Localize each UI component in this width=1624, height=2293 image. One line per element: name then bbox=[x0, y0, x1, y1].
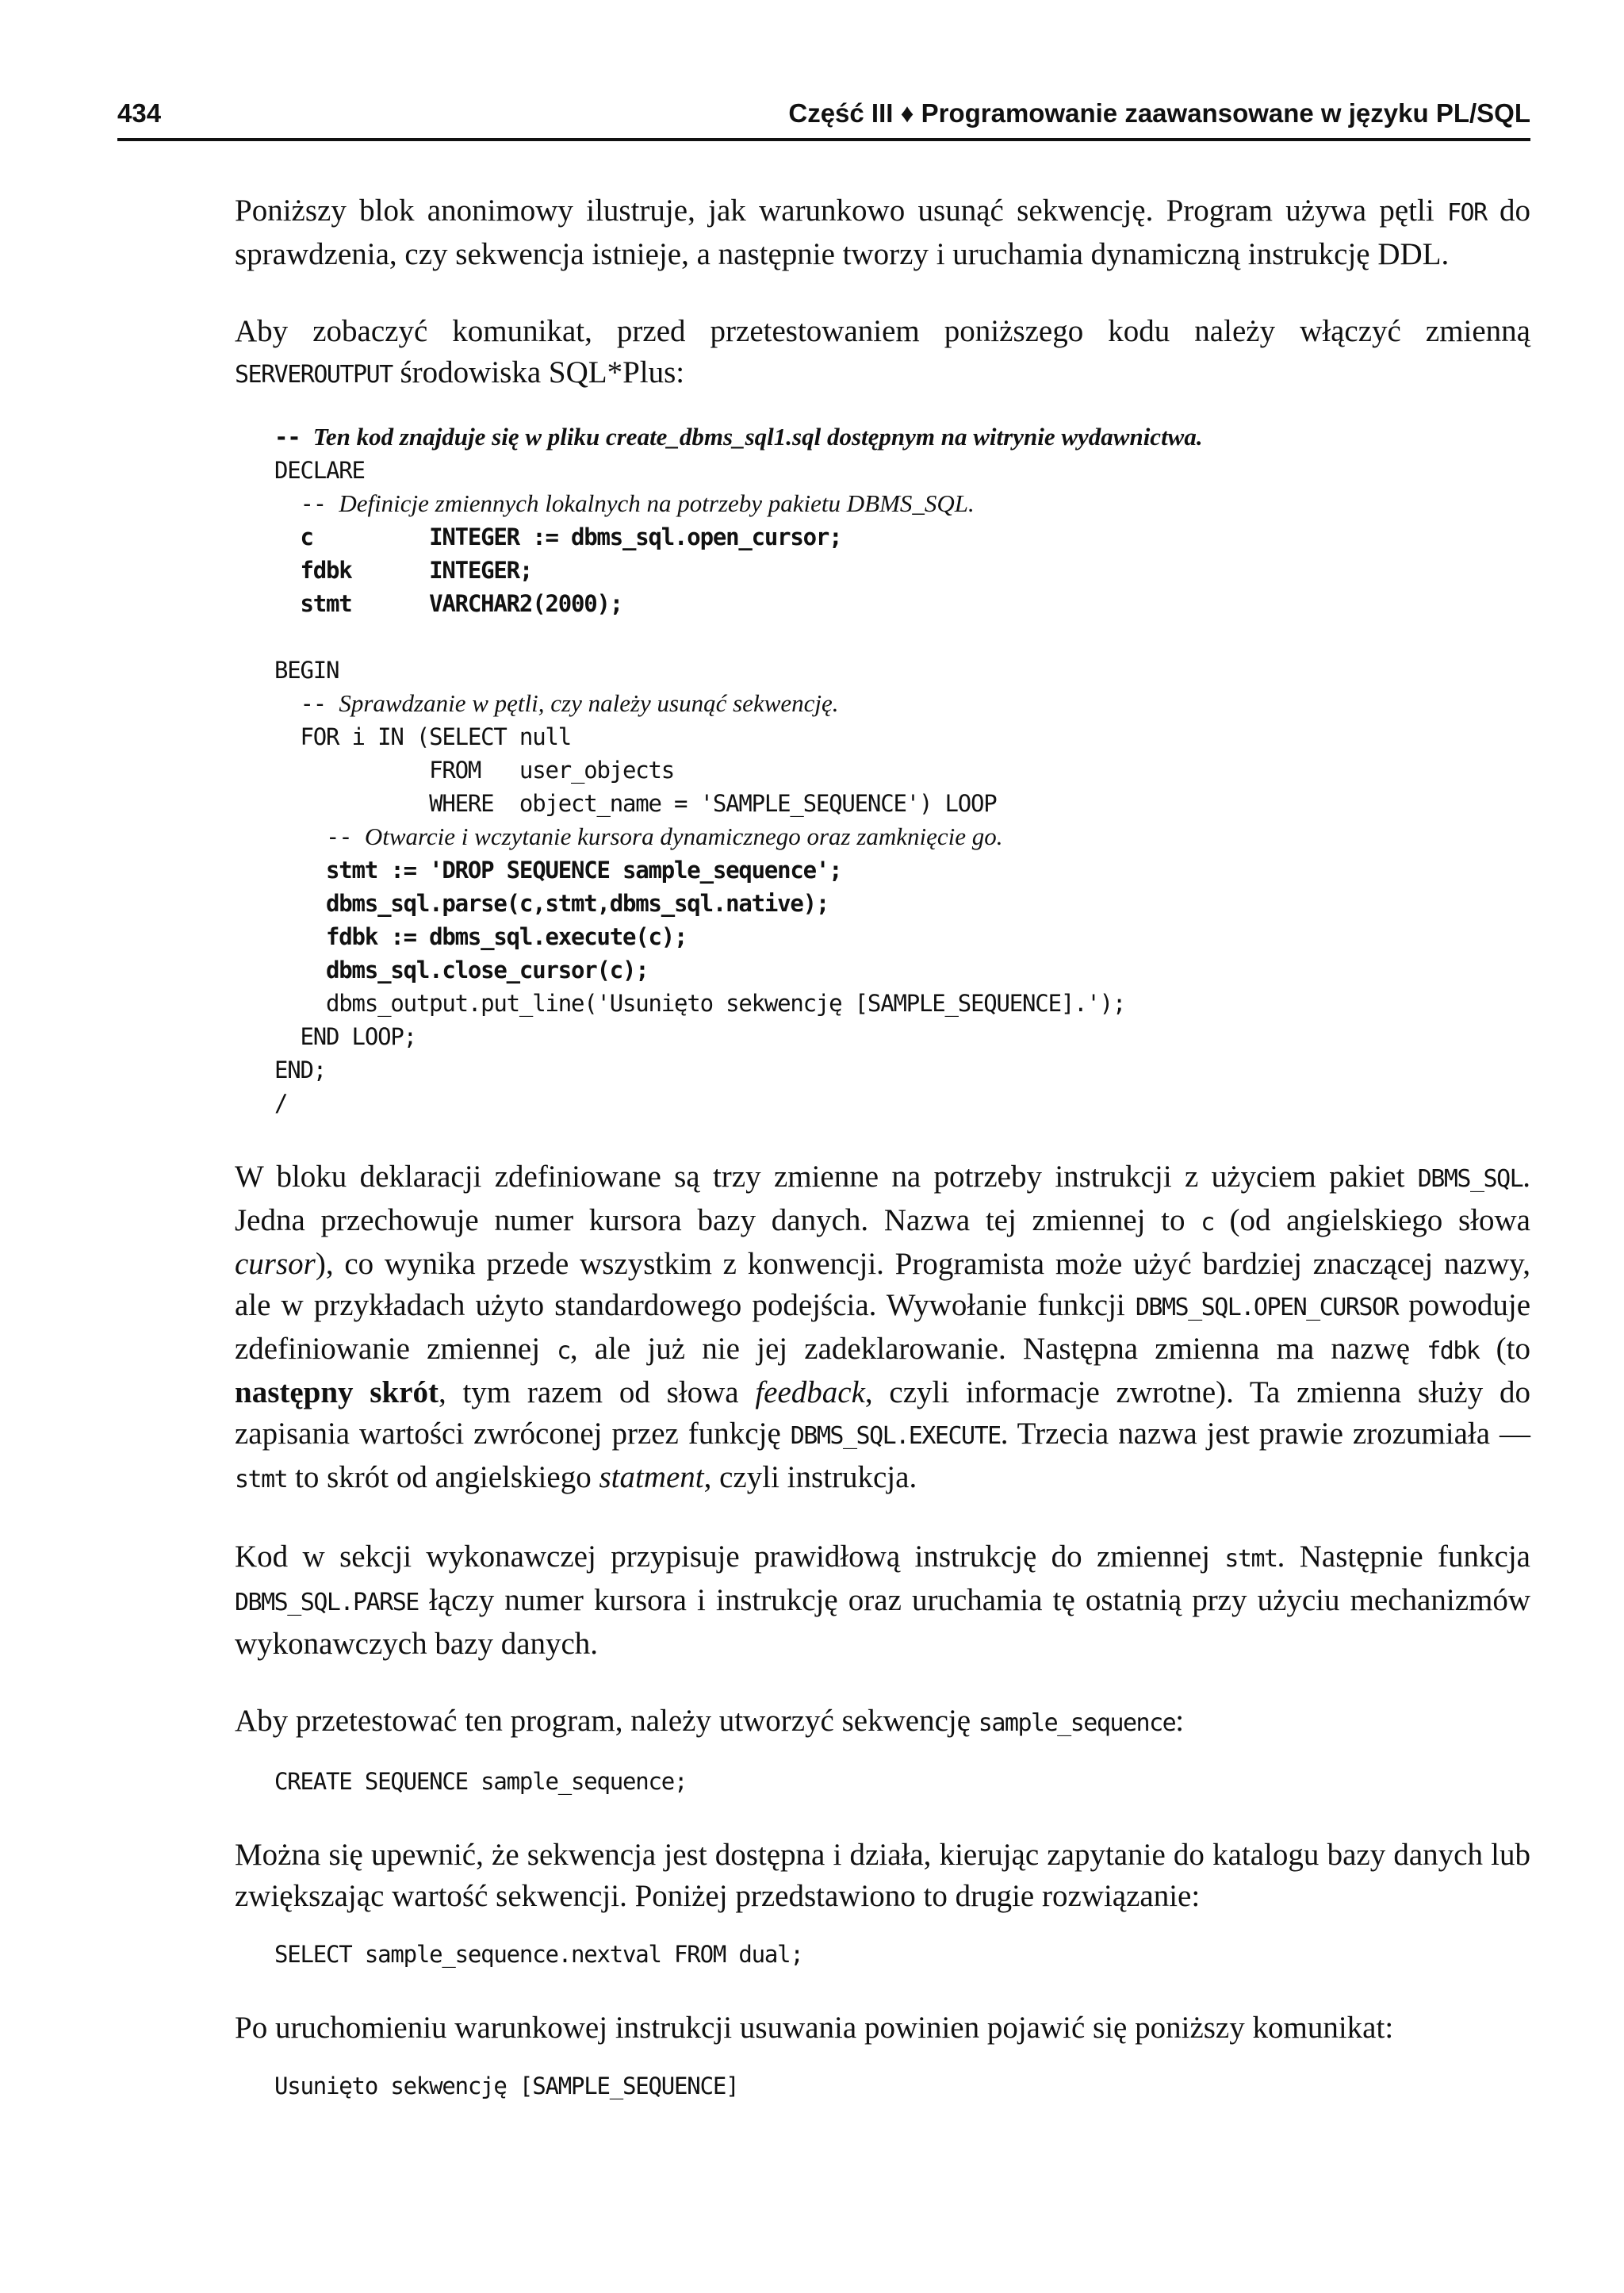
code-line-blank bbox=[274, 620, 1530, 654]
code-line: dbms_sql.parse(c,stmt,dbms_sql.native); bbox=[274, 890, 829, 917]
page-number: 434 bbox=[117, 98, 162, 128]
inline-code: fdbk bbox=[1427, 1337, 1480, 1365]
code-create-sequence bbox=[274, 1765, 1530, 1798]
code-line: fdbk INTEGER; bbox=[274, 557, 533, 584]
italic-term: feedback bbox=[755, 1375, 865, 1409]
text: (to bbox=[1479, 1332, 1530, 1366]
code-comment: Definicje zmiennych lokalnych na potrzeby pakietu DBMS_SQL. bbox=[339, 489, 975, 517]
italic-term: statment bbox=[599, 1460, 704, 1494]
code-line: END LOOP; bbox=[274, 1023, 416, 1050]
code-line bbox=[274, 487, 1530, 520]
code-line: stmt VARCHAR2(2000); bbox=[274, 590, 623, 617]
comment-marker: -- bbox=[274, 823, 365, 850]
code-line: c INTEGER := dbms_sql.open_cursor; bbox=[274, 523, 842, 550]
code-line bbox=[274, 820, 1530, 853]
text: do sprawdzenia, czy sekwencja istnieje, a następnie tworzy i uruchamia dynamiczną instrukcję DDL. bbox=[235, 194, 1530, 271]
text: (od angielskiego słowa bbox=[1213, 1203, 1530, 1237]
code-line: END; bbox=[274, 1056, 327, 1083]
text: Można się upewnić, że sekwencja jest dostępna i działa, kierując zapytanie do katalogu bazy danych lub zwiększając wartość sekwencji. Poniżej przedstawiono to drugie rozwiązanie: bbox=[235, 1838, 1530, 1913]
code-line: stmt := 'DROP SEQUENCE sample_sequence'; bbox=[274, 857, 842, 884]
code-line: dbms_output.put_line('Usunięto sekwencję [SAMPLE_SEQUENCE].'); bbox=[274, 990, 1126, 1017]
text: Kod w sekcji wykonawczej przypisuje prawidłową instrukcję do zmiennej bbox=[235, 1540, 1225, 1574]
text: . Następnie funkcja bbox=[1277, 1540, 1530, 1574]
text: środowiska SQL*Plus: bbox=[392, 355, 685, 389]
code-comment: Sprawdzanie w pętli, czy należy usunąć sekwencję. bbox=[339, 689, 839, 717]
paragraph-serveroutput bbox=[235, 311, 1530, 396]
text: Po uruchomieniu warunkowej instrukcji usuwania powinien pojawić się poniższy komunikat: bbox=[235, 2011, 1394, 2045]
paragraph-declarations bbox=[235, 1156, 1530, 1501]
inline-code: DBMS_SQL.EXECUTE bbox=[790, 1422, 1001, 1450]
text: , czyli instrukcja. bbox=[703, 1460, 917, 1494]
code-line: / bbox=[274, 1090, 288, 1117]
code-line: Usunięto sekwencję [SAMPLE_SEQUENCE] bbox=[274, 2073, 739, 2099]
text: . Jedna przechowuje numer kursora bazy danych. Nazwa tej zmiennej to bbox=[235, 1160, 1530, 1237]
code-line bbox=[274, 687, 1530, 720]
text: : bbox=[1175, 1704, 1185, 1738]
text: Aby zobaczyć komunikat, przed przetestowaniem poniższego kodu należy włączyć zmienną bbox=[235, 314, 1530, 348]
paragraph-execution bbox=[235, 1536, 1530, 1665]
inline-code: stmt bbox=[235, 1466, 288, 1494]
inline-code: stmt bbox=[1224, 1545, 1277, 1573]
code-line: CREATE SEQUENCE sample_sequence; bbox=[274, 1768, 688, 1795]
page-header bbox=[117, 94, 1530, 141]
code-line: FOR i IN (SELECT null bbox=[274, 723, 571, 750]
code-line: fdbk := dbms_sql.execute(c); bbox=[274, 923, 688, 950]
inline-code: c bbox=[557, 1337, 570, 1365]
text: , tym razem od słowa bbox=[438, 1375, 756, 1409]
text: ), co wynika przede wszystkim z konwencji. Programista może użyć bardziej znaczącej nazwy, ale w przykładach użyto standardowego podejścia. Wywołanie funkcji bbox=[235, 1247, 1530, 1322]
page-body bbox=[235, 190, 1530, 2139]
inline-code: DBMS_SQL.OPEN_CURSOR bbox=[1135, 1294, 1399, 1321]
code-listing-drop-sequence bbox=[274, 420, 1530, 1120]
code-line: DECLARE bbox=[274, 457, 365, 484]
code-line: BEGIN bbox=[274, 657, 339, 684]
text: powoduje zdefiniowanie zmiennej bbox=[235, 1288, 1531, 1366]
inline-code: FOR bbox=[1446, 199, 1487, 227]
code-line: WHERE object_name = 'SAMPLE_SEQUENCE') LOOP bbox=[274, 790, 997, 817]
inline-code: SERVEROUTPUT bbox=[235, 361, 393, 389]
inline-code: c bbox=[1201, 1209, 1214, 1237]
paragraph-intro bbox=[235, 190, 1530, 275]
paragraph-create-sequence bbox=[235, 1701, 1530, 1744]
comment-marker: -- bbox=[274, 424, 313, 451]
text: Aby przetestować ten program, należy utworzyć sekwencję bbox=[235, 1704, 979, 1738]
code-line: SELECT sample_sequence.nextval FROM dual; bbox=[274, 1941, 803, 1968]
text: , czyli informacje zwrotne). Ta zmienna służy do zapisania wartości zwróconej przez funkcję bbox=[235, 1375, 1530, 1451]
code-line bbox=[274, 420, 1530, 454]
bold-term: następny skrót bbox=[235, 1375, 439, 1409]
code-output-message bbox=[274, 2069, 1530, 2103]
comment-marker: -- bbox=[274, 690, 339, 717]
running-head: Część III ♦ Programowanie zaawansowane w języku PL/SQL bbox=[788, 98, 1530, 128]
text: . Trzecia nazwa jest prawie zrozumiała — bbox=[1000, 1417, 1530, 1451]
text: W bloku deklaracji zdefiniowane są trzy zmienne na potrzeby instrukcji z użyciem pakiet bbox=[235, 1160, 1418, 1194]
inline-code: DBMS_SQL bbox=[1417, 1165, 1523, 1193]
code-line: FROM user_objects bbox=[274, 757, 675, 784]
inline-code: sample_sequence bbox=[978, 1709, 1176, 1737]
inline-code: DBMS_SQL.PARSE bbox=[235, 1589, 419, 1616]
text: Poniższy blok anonimowy ilustruje, jak warunkowo usunąć sekwencję. Program używa pętli bbox=[235, 194, 1447, 228]
code-line: dbms_sql.close_cursor(c); bbox=[274, 957, 649, 984]
code-comment: Otwarcie i wczytanie kursora dynamicznego oraz zamknięcie go. bbox=[364, 822, 1003, 850]
code-select-nextval bbox=[274, 1938, 1530, 1971]
text: łączy numer kursora i instrukcję oraz uruchamia tę ostatnią przy użyciu mechanizmów wykonawczych bazy danych. bbox=[235, 1583, 1530, 1661]
paragraph-message bbox=[235, 2007, 1530, 2049]
comment-marker: -- bbox=[274, 490, 339, 517]
text: , ale już nie jej zadeklarowanie. Następna zmienna ma nazwę bbox=[569, 1332, 1427, 1366]
text: to skrót od angielskiego bbox=[287, 1460, 599, 1494]
code-comment: Ten kod znajduje się w pliku create_dbms_sql1.sql dostępnym na witrynie wydawnictwa. bbox=[312, 423, 1203, 451]
italic-term: cursor bbox=[235, 1247, 316, 1281]
paragraph-verify bbox=[235, 1835, 1530, 1917]
